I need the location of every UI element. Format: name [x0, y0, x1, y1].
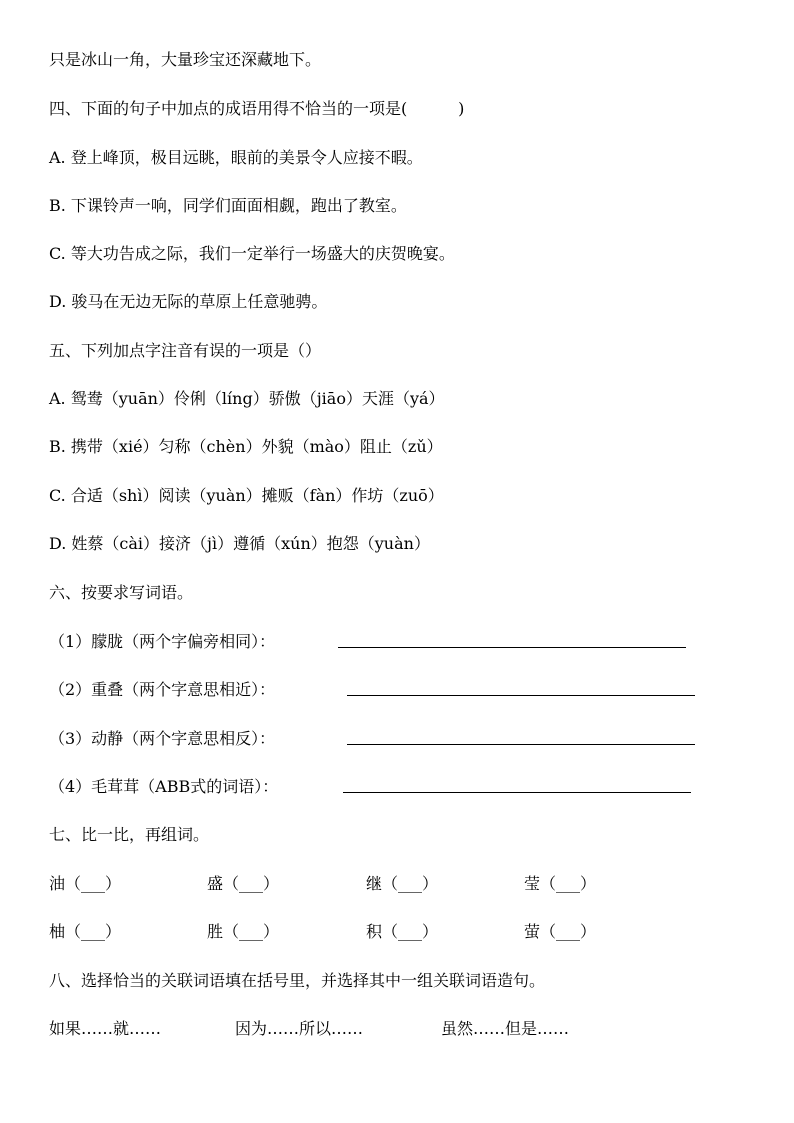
- q5-title: 五、下列加点字注音有误的一项是（）: [49, 341, 322, 360]
- q4-option-c: C. 等大功告成之际，我们一定举行一场盛大的庆贺晚宴。: [49, 244, 455, 263]
- q7-word-pair[interactable]: 萤（___）: [524, 922, 597, 941]
- q4-option-d: D. 骏马在无边无际的草原上任意驰骋。: [49, 292, 328, 311]
- q6-item-3: （3）动静（两个字意思相反）：: [49, 729, 276, 748]
- q6-item-1: （1）朦胧（两个字偏旁相同）：: [49, 632, 276, 651]
- q8-conjunction-option: 虽然……但是……: [441, 1019, 570, 1038]
- q4-title: 四、下面的句子中加点的成语用得不恰当的一项是( ): [49, 99, 465, 118]
- q7-title: 七、比一比，再组词。: [49, 825, 210, 844]
- q6-answer-blank-1[interactable]: [338, 633, 686, 648]
- q7-word-pair[interactable]: 莹（___）: [524, 874, 597, 893]
- q7-word-pair[interactable]: 继（___）: [366, 874, 439, 893]
- q4-option-b: B. 下课铃声一响，同学们面面相觑，跑出了教室。: [49, 196, 407, 215]
- q8-conjunction-option: 如果……就……: [49, 1019, 162, 1038]
- q6-answer-blank-4[interactable]: [343, 778, 691, 793]
- q7-word-pair[interactable]: 积（___）: [366, 922, 439, 941]
- q7-word-pair[interactable]: 胜（___）: [207, 922, 280, 941]
- q5-option-c: C. 合适（shì）阅读（yuàn）摊贩（fàn）作坊（zuō）: [49, 486, 444, 505]
- q6-title: 六、按要求写词语。: [49, 583, 194, 602]
- intro-line: 只是冰山一角，大量珍宝还深藏地下。: [49, 50, 322, 69]
- q7-word-pair[interactable]: 柚（___）: [49, 922, 122, 941]
- q6-item-2: （2）重叠（两个字意思相近）：: [49, 680, 276, 699]
- q5-option-d: D. 姓蔡（cài）接济（jì）遵循（xún）抱怨（yuàn）: [49, 534, 430, 553]
- q6-answer-blank-2[interactable]: [347, 681, 695, 696]
- q5-option-b: B. 携带（xié）匀称（chèn）外貌（mào）阻止（zǔ）: [49, 437, 443, 456]
- q5-option-a: A. 鸳鸯（yuān）伶俐（líng）骄傲（jiāo）天涯（yá）: [49, 389, 445, 408]
- q7-word-pair[interactable]: 油（___）: [49, 874, 122, 893]
- q7-word-pair[interactable]: 盛（___）: [207, 874, 280, 893]
- q6-item-4: （4）毛茸茸（ABB式的词语）：: [49, 777, 279, 796]
- q8-title: 八、选择恰当的关联词语填在括号里，并选择其中一组关联词语造句。: [49, 971, 546, 990]
- q6-answer-blank-3[interactable]: [347, 730, 695, 745]
- q4-option-a: A. 登上峰顶，极目远眺，眼前的美景令人应接不暇。: [49, 148, 423, 167]
- q8-conjunction-option: 因为……所以……: [235, 1019, 364, 1038]
